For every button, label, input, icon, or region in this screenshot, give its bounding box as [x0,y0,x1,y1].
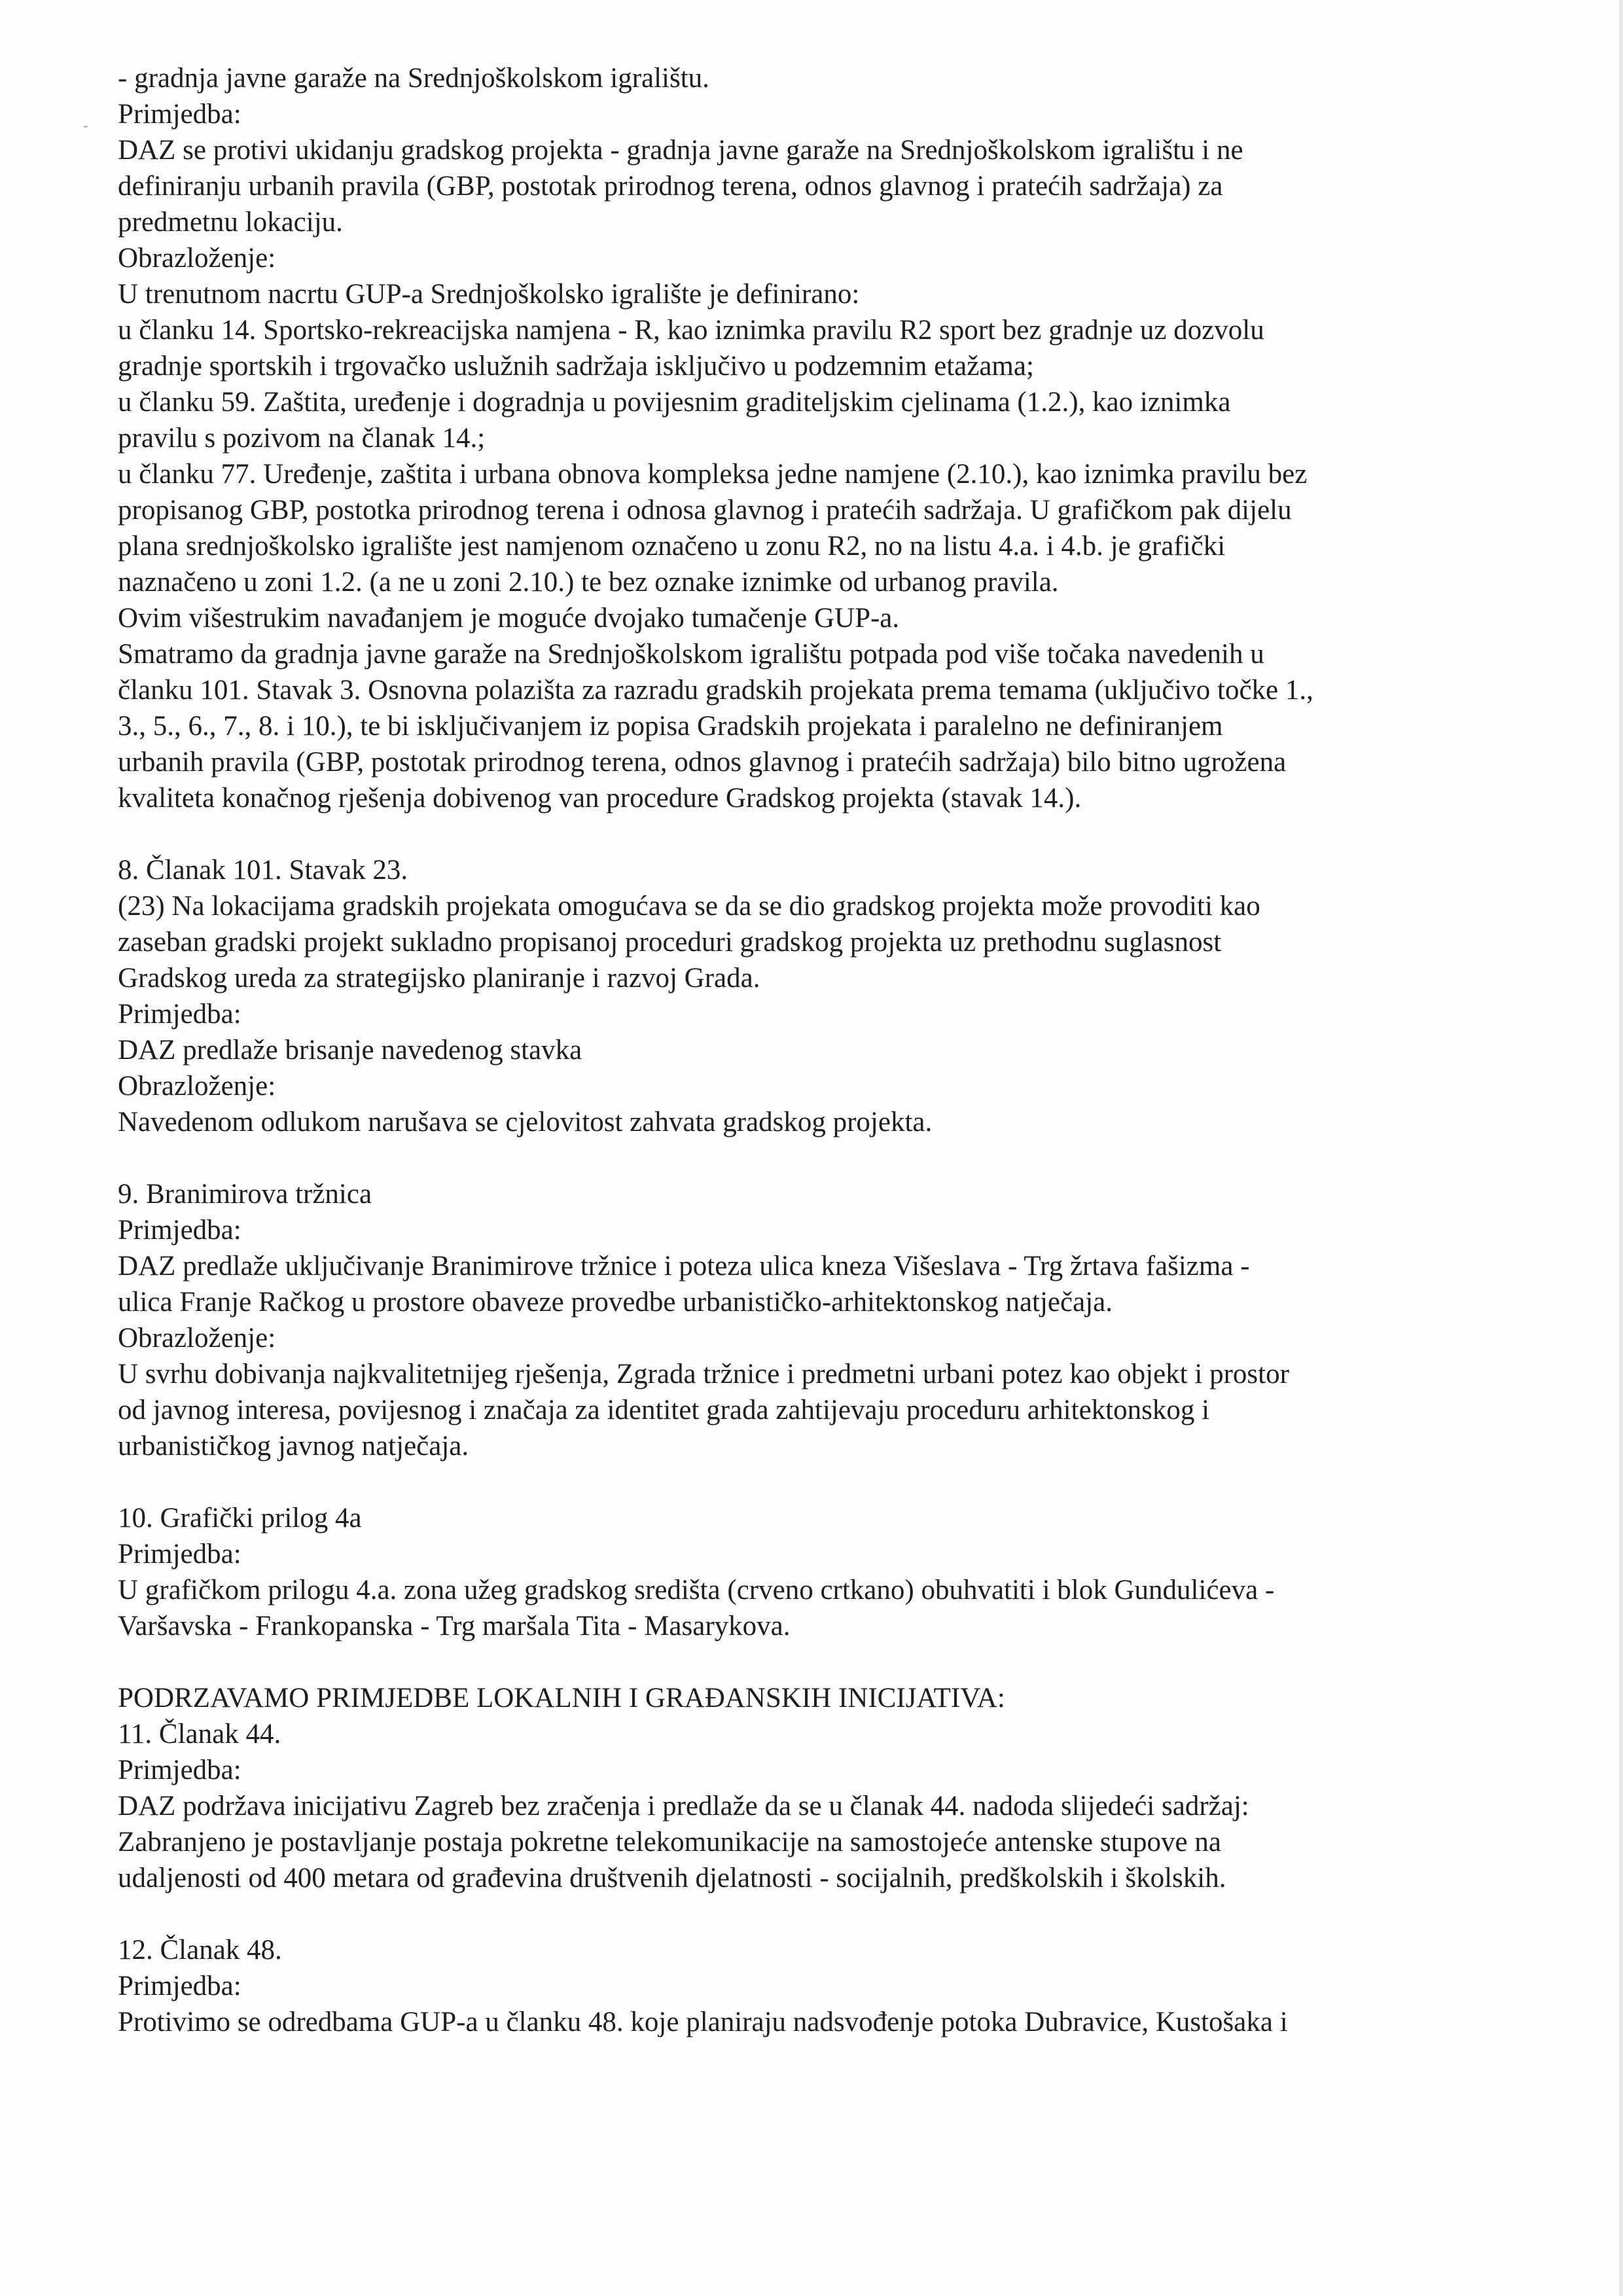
text-line: (23) Na lokacijama gradskih projekata omogućava se da se dio gradskog projekta može provoditi kao [118,891,1260,922]
text-line: Ovim višestrukim navađanjem je moguće dvojako tumačenje GUP-a. [118,603,900,634]
document-page [118,60,1525,2040]
text-line: zaseban gradski projekt sukladno propisanoj proceduri gradskog projekta uz prethodnu suglasnost [118,927,1222,958]
text-line: U trenutnom nacrtu GUP-a Srednjoškolsko igralište je definirano: [118,279,860,310]
text-line: Primjedba: [118,1971,241,2001]
text-line: ulica Franje Račkog u prostore obaveze provedbe urbanističko-arhitektonskog natječaja. [118,1287,1113,1318]
text-line: gradnje sportskih i trgovačko uslužnih sadržaja isključivo u podzemnim etažama; [118,351,1034,382]
text-line: Obrazloženje: [118,243,276,274]
text-line: Primjedba: [118,1755,241,1785]
scan-mark [84,126,88,128]
text-line: DAZ se protivi ukidanju gradskog projekta - gradnja javne garaže na Srednjoškolskom igralištu i ne [118,135,1243,166]
text-line: plana srednjoškolsko igralište jest namjenom označeno u zonu R2, no na listu 4.a. i 4.b. je grafički [118,531,1226,562]
text-line: 8. Članak 101. Stavak 23. [118,855,408,886]
text-line: PODRZAVAMO PRIMJEDBE LOKALNIH I GRAĐANSKIH INICIJATIVA: [118,1683,1005,1713]
text-line: u članku 59. Zaštita, uređenje i dogradnja u povijesnim graditeljskim cjelinama (1.2.), kao iznimka [118,387,1231,418]
paragraph-gap [118,1464,1525,1500]
text-line: U svrhu dobivanja najkvalitetnijeg rješenja, Zgrada tržnice i predmetni urbani potez kao objekt i prostor [118,1359,1289,1390]
text-line: Zabranjeno je postavljanje postaja pokretne telekomunikacije na samostojeće antenske stupove na [118,1827,1221,1857]
text-line: u članku 77. Uređenje, zaštita i urbana obnova kompleksa jedne namjene (2.10.), kao iznimka pravilu bez [118,459,1308,490]
paragraph-gap [118,1644,1525,1680]
text-line: urbanih pravila (GBP, postotak prirodnog terena, odnos glavnog i pratećih sadržaja) bilo bitno ugrožena [118,747,1287,778]
text-line: Navedenom odlukom narušava se cjelovitost zahvata gradskog projekta. [118,1107,933,1138]
text-line: Obrazloženje: [118,1323,276,1354]
text-line: U grafičkom prilogu 4.a. zona užeg gradskog središta (crveno crtkano) obuhvatiti i blok Gundulićeva - [118,1575,1275,1605]
text-line: 11. Članak 44. [118,1719,281,1749]
text-line: DAZ predlaže brisanje navedenog stavka [118,1035,582,1066]
text-line: 10. Grafički prilog 4a [118,1503,362,1534]
text-line: 3., 5., 6., 7., 8. i 10.), te bi isključivanjem iz popisa Gradskih projekata i paralelno ne definiranjem [118,711,1223,742]
text-line: Obrazloženje: [118,1071,276,1102]
text-line: definiranju urbanih pravila (GBP, postotak prirodnog terena, odnos glavnog i pratećih sadržaja) za [118,171,1223,202]
text-line: propisanog GBP, postotka prirodnog terena i odnosa glavnog i pratećih sadržaja. U grafičkom pak dijelu [118,495,1292,526]
text-line: 9. Branimirova tržnica [118,1179,372,1210]
text-line: Smatramo da gradnja javne garaže na Srednjoškolskom igralištu potpada pod više točaka navedenih u [118,639,1264,670]
text-line: Primjedba: [118,1215,241,1246]
text-line: udaljenosti od 400 metara od građevina društvenih djelatnosti - socijalnih, predškolskih i školskih. [118,1863,1226,1893]
paragraph-gap [118,1140,1525,1176]
text-line: Primjedba: [118,99,241,130]
text-line: urbanističkog javnog natječaja. [118,1431,469,1462]
text-line: kvaliteta konačnog rješenja dobivenog van procedure Gradskog projekta (stavak 14.). [118,783,1082,814]
text-line: naznačeno u zoni 1.2. (a ne u zoni 2.10.) te bez oznake iznimke od urbanog pravila. [118,567,1059,598]
text-line: članku 101. Stavak 3. Osnovna polazišta za razradu gradskih projekata prema temama (uključivo točke 1., [118,675,1313,706]
text-line: pravilu s pozivom na članak 14.; [118,423,486,454]
text-line: Primjedba: [118,1539,241,1570]
text-line: u članku 14. Sportsko-rekreacijska namjena - R, kao iznimka pravilu R2 sport bez gradnje uz dozvolu [118,315,1264,346]
text-line: predmetnu lokaciju. [118,207,343,238]
text-line: Varšavska - Frankopanska - Trg maršala Tita - Masarykova. [118,1611,791,1641]
text-line: 12. Članak 48. [118,1935,282,1965]
text-line: od javnog interesa, povijesnog i značaja za identitet grada zahtijevaju proceduru arhitektonskog i [118,1395,1210,1426]
paragraph-gap [118,1896,1525,1932]
text-line: DAZ predlaže uključivanje Branimirove tržnice i poteza ulica kneza Višeslava - Trg žrtava fašizma - [118,1251,1250,1282]
text-line: - gradnja javne garaže na Srednjoškolskom igralištu. [118,63,709,94]
text-line: Protivimo se odredbama GUP-a u članku 48. koje planiraju nadsvođenje potoka Dubravice, Kustošaka i [118,2007,1288,2037]
scan-edge [1619,0,1623,2296]
text-line: Primjedba: [118,999,241,1030]
text-line: Gradskog ureda za strategijsko planiranje i razvoj Grada. [118,963,760,994]
text-line: DAZ podržava inicijativu Zagreb bez zračenja i predlaže da se u članak 44. nadoda slijedeći sadržaj: [118,1791,1249,1821]
paragraph-gap [118,816,1525,852]
